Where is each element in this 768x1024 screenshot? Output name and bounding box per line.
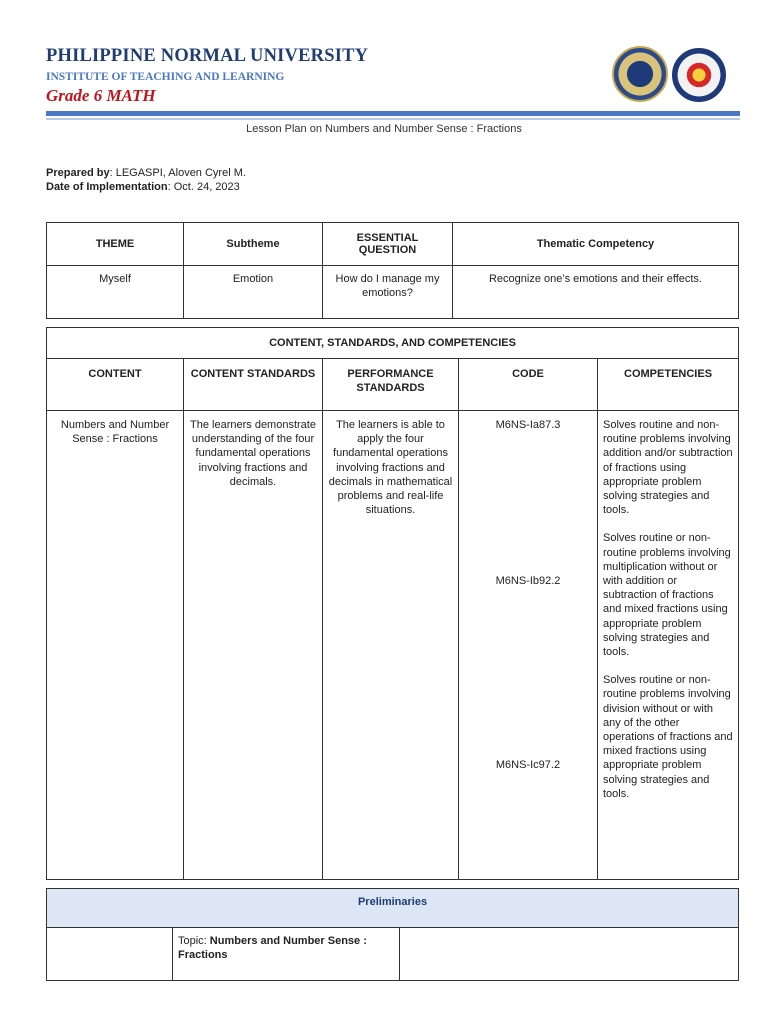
table-row <box>47 928 739 981</box>
standards-title-row <box>47 328 739 359</box>
topic-value: Numbers and Number Sense : Fractions <box>178 935 367 961</box>
document-header <box>46 46 726 108</box>
university-name: PHILIPPINE NORMAL UNIVERSITY <box>46 46 369 66</box>
grade-title: Grade 6 MATH <box>46 86 156 105</box>
header-thematic-competency: Thematic Competency <box>453 223 739 266</box>
prepared-label: Prepared by <box>46 167 110 179</box>
table-row <box>47 266 739 319</box>
document-meta <box>46 166 246 194</box>
preliminaries-table <box>46 888 739 981</box>
university-seal-icon <box>612 46 668 102</box>
institute-name: INSTITUTE OF TEACHING AND LEARNING <box>46 71 285 83</box>
header-competencies: COMPETENCIES <box>598 359 739 411</box>
standards-title: CONTENT, STANDARDS, AND COMPETENCIES <box>47 328 739 359</box>
header-subtheme: Subtheme <box>184 223 323 266</box>
competency-item: Solves routine or non-routine problems involving multiplication without or with addition or subtraction of fractions and mixed fractions using appropriate problem solving strategies and tools. <box>603 532 731 659</box>
cell-essential-question: How do I manage my emotions? <box>323 266 453 319</box>
code-item: M6NS-Ib92.2 <box>495 575 561 587</box>
cell-empty <box>47 928 173 981</box>
prepared-value: : LEGASPI, Aloven Cyrel M. <box>109 167 246 179</box>
prepared-by <box>46 166 246 180</box>
competency-item: Solves routine and non-routine problems involving addition and/or subtraction of fractions using appropriate problem solving strategies and tools. <box>603 419 733 517</box>
competency-item: Solves routine or non-routine problems involving division without or with any of the other operations of fractions and mixed fractions using appropriate problem solving strategies and tools. <box>603 674 733 800</box>
cell-competencies <box>598 411 739 880</box>
table-header-row <box>47 359 739 411</box>
cell-thematic-competency: Recognize one’s emotions and their effects. <box>453 266 739 319</box>
code-item: M6NS-Ia87.3 <box>495 419 561 431</box>
pnu-logo-icon <box>672 48 726 102</box>
cell-performance-standards: The learners is able to apply the four fundamental operations involving fractions and decimals in mathematical problems and real-life situations. <box>323 411 459 880</box>
cell-content-standards: The learners demonstrate understanding of the four fundamental operations involving fractions and decimals. <box>184 411 323 880</box>
header-code: CODE <box>459 359 598 411</box>
cell-topic <box>173 928 400 981</box>
code-item: M6NS-Ic97.2 <box>495 759 561 771</box>
preliminaries-title-row <box>47 889 739 928</box>
header-divider <box>46 111 740 116</box>
header-content: CONTENT <box>47 359 184 411</box>
cell-codes <box>459 411 598 880</box>
date-value: : Oct. 24, 2023 <box>167 181 240 193</box>
cell-content: Numbers and Number Sense : Fractions <box>47 411 184 880</box>
theme-table <box>46 222 739 319</box>
date-of-implementation <box>46 180 246 194</box>
cell-theme: Myself <box>47 266 184 319</box>
cell-subtheme: Emotion <box>184 266 323 319</box>
cell-empty <box>400 928 739 981</box>
header-theme: THEME <box>47 223 184 266</box>
seals <box>612 44 726 102</box>
table-row <box>47 411 739 880</box>
lesson-plan-title: Lesson Plan on Numbers and Number Sense : Fractions <box>246 123 522 135</box>
date-label: Date of Implementation <box>46 181 168 193</box>
header-content-standards: CONTENT STANDARDS <box>184 359 323 411</box>
preliminaries-title: Preliminaries <box>47 889 739 928</box>
header-essential-question: ESSENTIAL QUESTION <box>323 223 453 266</box>
topic-label: Topic: <box>178 935 210 947</box>
standards-table <box>46 327 739 880</box>
header-divider-thin <box>46 118 740 120</box>
table-header-row <box>47 223 739 266</box>
header-performance-standards: PERFORMANCE STANDARDS <box>323 359 459 411</box>
